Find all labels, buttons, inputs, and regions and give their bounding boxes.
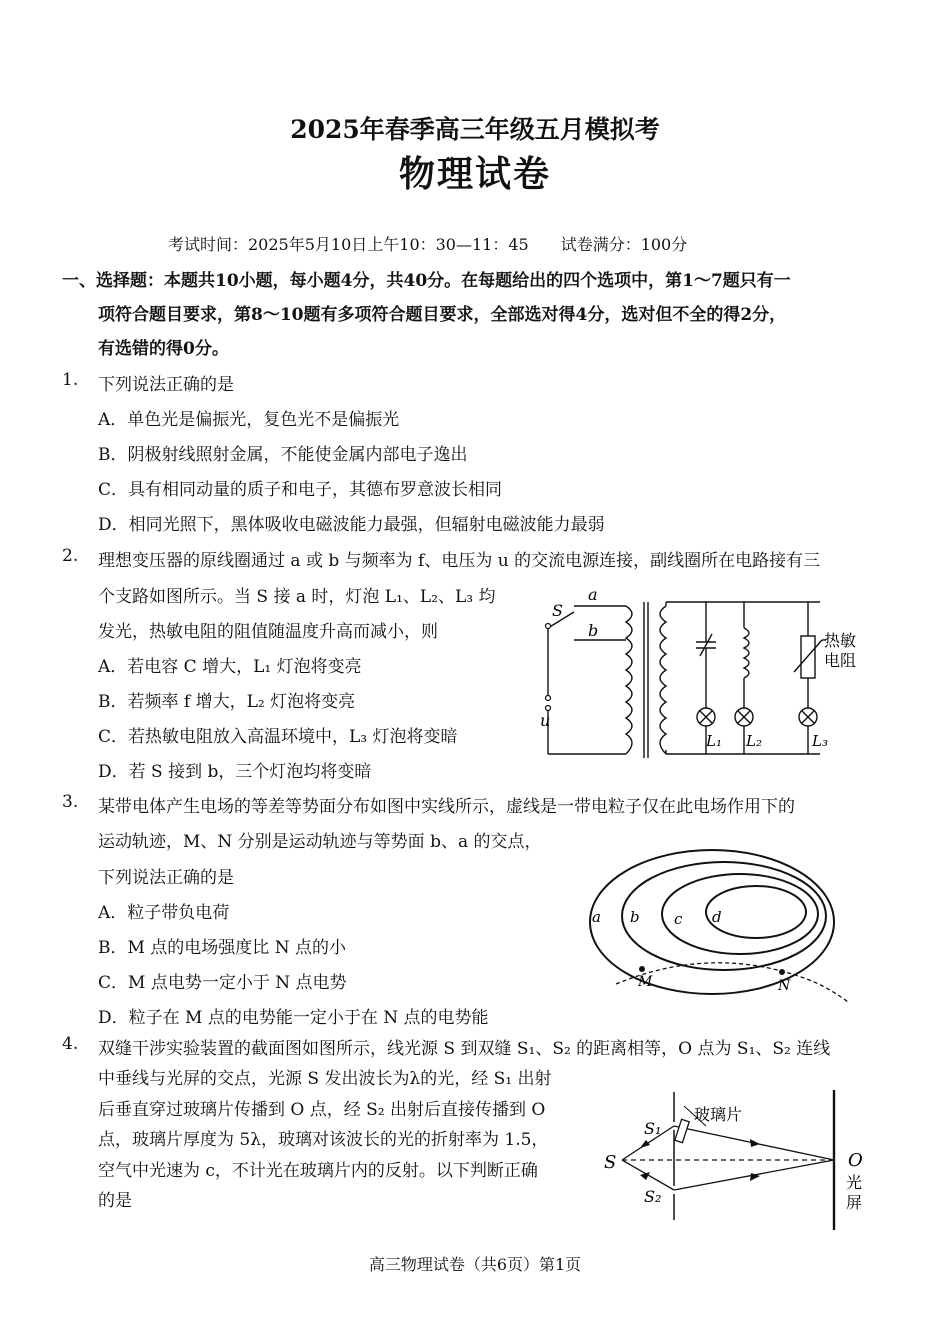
q3-number: 3. <box>62 792 79 812</box>
q3-fig-b-label: b <box>630 908 640 926</box>
q3-option-c: C．M 点电势一定小于 N 点电势 <box>98 973 347 993</box>
q2-stem-line-3: 发光，热敏电阻的阻值随温度升高而减小，则 <box>98 622 438 642</box>
q1-option-b: B．阴极射线照射金属，不能使金属内部电子逸出 <box>98 445 468 465</box>
q2-circuit-figure <box>530 578 870 768</box>
q3-stem-line-1: 某带电体产生电场的等差等势面分布如图中实线所示，虚线是一带电粒子仅在此电场作用下的 <box>98 797 795 817</box>
q2-option-b: B．若频率 f 增大，L₂ 灯泡将变亮 <box>98 692 356 712</box>
page-footer: 高三物理试卷（共6页）第1页 <box>368 1255 582 1274</box>
q4-fig-screen-label-1: 光 <box>846 1173 863 1192</box>
subject-title: 物理试卷 <box>398 153 551 195</box>
q3-fig-a-label: a <box>592 908 601 926</box>
q3-fig-m-label: M <box>638 974 653 990</box>
q4-fig-screen-label-2: 屏 <box>846 1193 863 1212</box>
q4-number: 4. <box>62 1034 79 1054</box>
q2-fig-b-label: b <box>588 621 599 640</box>
q3-option-a: A．粒子带负电荷 <box>98 903 230 923</box>
q3-fig-d-label: d <box>712 908 722 926</box>
q4-stem-line-4: 点，玻璃片厚度为 5λ，玻璃对该波长的光的折射率为 1.5， <box>98 1130 549 1150</box>
q4-double-slit-figure <box>600 1090 880 1236</box>
q2-option-d: D．若 S 接到 b，三个灯泡均将变暗 <box>98 762 372 782</box>
q2-fig-thermistor-label-2: 电阻 <box>824 651 857 670</box>
q1-stem: 下列说法正确的是 <box>98 375 234 395</box>
q3-stem-line-2: 运动轨迹，M、N 分别是运动轨迹与等势面 b、a 的交点， <box>98 832 542 852</box>
section-heading-line-3: 有选错的得0分。 <box>98 339 229 359</box>
q4-fig-o-label: O <box>848 1150 863 1171</box>
q1-option-d: D．相同光照下，黑体吸收电磁波能力最强，但辐射电磁波能力最弱 <box>98 515 605 535</box>
q2-option-a: A．若电容 C 增大，L₁ 灯泡将变亮 <box>98 657 362 677</box>
q2-fig-thermistor-label-1: 热敏 <box>824 631 857 650</box>
q3-option-d: D．粒子在 M 点的电势能一定小于在 N 点的电势能 <box>98 1008 489 1028</box>
section-heading-line-1: 一、选择题：本题共10小题，每小题4分，共40分。在每题给出的四个选项中，第1～7题只有一 <box>62 271 791 291</box>
q4-stem-line-1: 双缝干涉实验装置的截面图如图所示，线光源 S 到双缝 S₁、S₂ 的距离相等，O 点为 S₁、S₂ 连线 <box>98 1039 831 1059</box>
q4-fig-s-label: S <box>604 1152 617 1173</box>
q4-fig-s1-label: S₁ <box>644 1119 662 1138</box>
q3-option-b: B．M 点的电场强度比 N 点的小 <box>98 938 346 958</box>
q2-number: 2. <box>62 546 79 566</box>
q2-stem-line-1: 理想变压器的原线圈通过 a 或 b 与频率为 f、电压为 u 的交流电源连接，副线圈所在电路接有三 <box>98 551 821 571</box>
q2-fig-l3-label: L₃ <box>812 732 828 750</box>
exam-info: 考试时间：2025年5月10日上午10：30—11：45 试卷满分：100分 <box>168 235 688 254</box>
q3-stem-line-3: 下列说法正确的是 <box>98 868 234 888</box>
q2-fig-u-label: u <box>540 711 551 730</box>
q1-number: 1. <box>62 370 79 390</box>
exam-title: 2025年春季高三年级五月模拟考 <box>290 115 660 144</box>
q1-option-a: A．单色光是偏振光，复色光不是偏振光 <box>98 410 400 430</box>
q2-fig-l1-label: L₁ <box>706 732 722 750</box>
q4-stem-line-5: 空气中光速为 c，不计光在玻璃片内的反射。以下判断正确 <box>98 1161 538 1181</box>
q2-option-c: C．若热敏电阻放入高温环境中，L₃ 灯泡将变暗 <box>98 727 458 747</box>
q2-fig-a-label: a <box>588 585 598 604</box>
q2-fig-switch-label: S <box>552 601 563 620</box>
q4-fig-glass-label: 玻璃片 <box>694 1105 743 1124</box>
q2-fig-l2-label: L₂ <box>746 732 762 750</box>
q4-fig-s2-label: S₂ <box>644 1187 662 1206</box>
q4-stem-line-6: 的是 <box>98 1191 132 1211</box>
q3-equipotential-figure <box>578 836 878 1008</box>
q1-option-c: C．具有相同动量的质子和电子，其德布罗意波长相同 <box>98 480 503 500</box>
q2-stem-line-2: 个支路如图所示。当 S 接 a 时，灯泡 L₁、L₂、L₃ 均 <box>98 587 496 607</box>
q4-stem-line-3: 后垂直穿过玻璃片传播到 O 点，经 S₂ 出射后直接传播到 O <box>98 1100 546 1120</box>
q3-fig-n-label: N <box>778 978 791 994</box>
q4-stem-line-2: 中垂线与光屏的交点，光源 S 发出波长为λ的光，经 S₁ 出射 <box>98 1069 552 1089</box>
q3-fig-c-label: c <box>674 910 683 928</box>
section-heading-line-2: 项符合题目要求，第8～10题有多项符合题目要求，全部选对得4分，选对但不全的得2分， <box>98 305 787 325</box>
